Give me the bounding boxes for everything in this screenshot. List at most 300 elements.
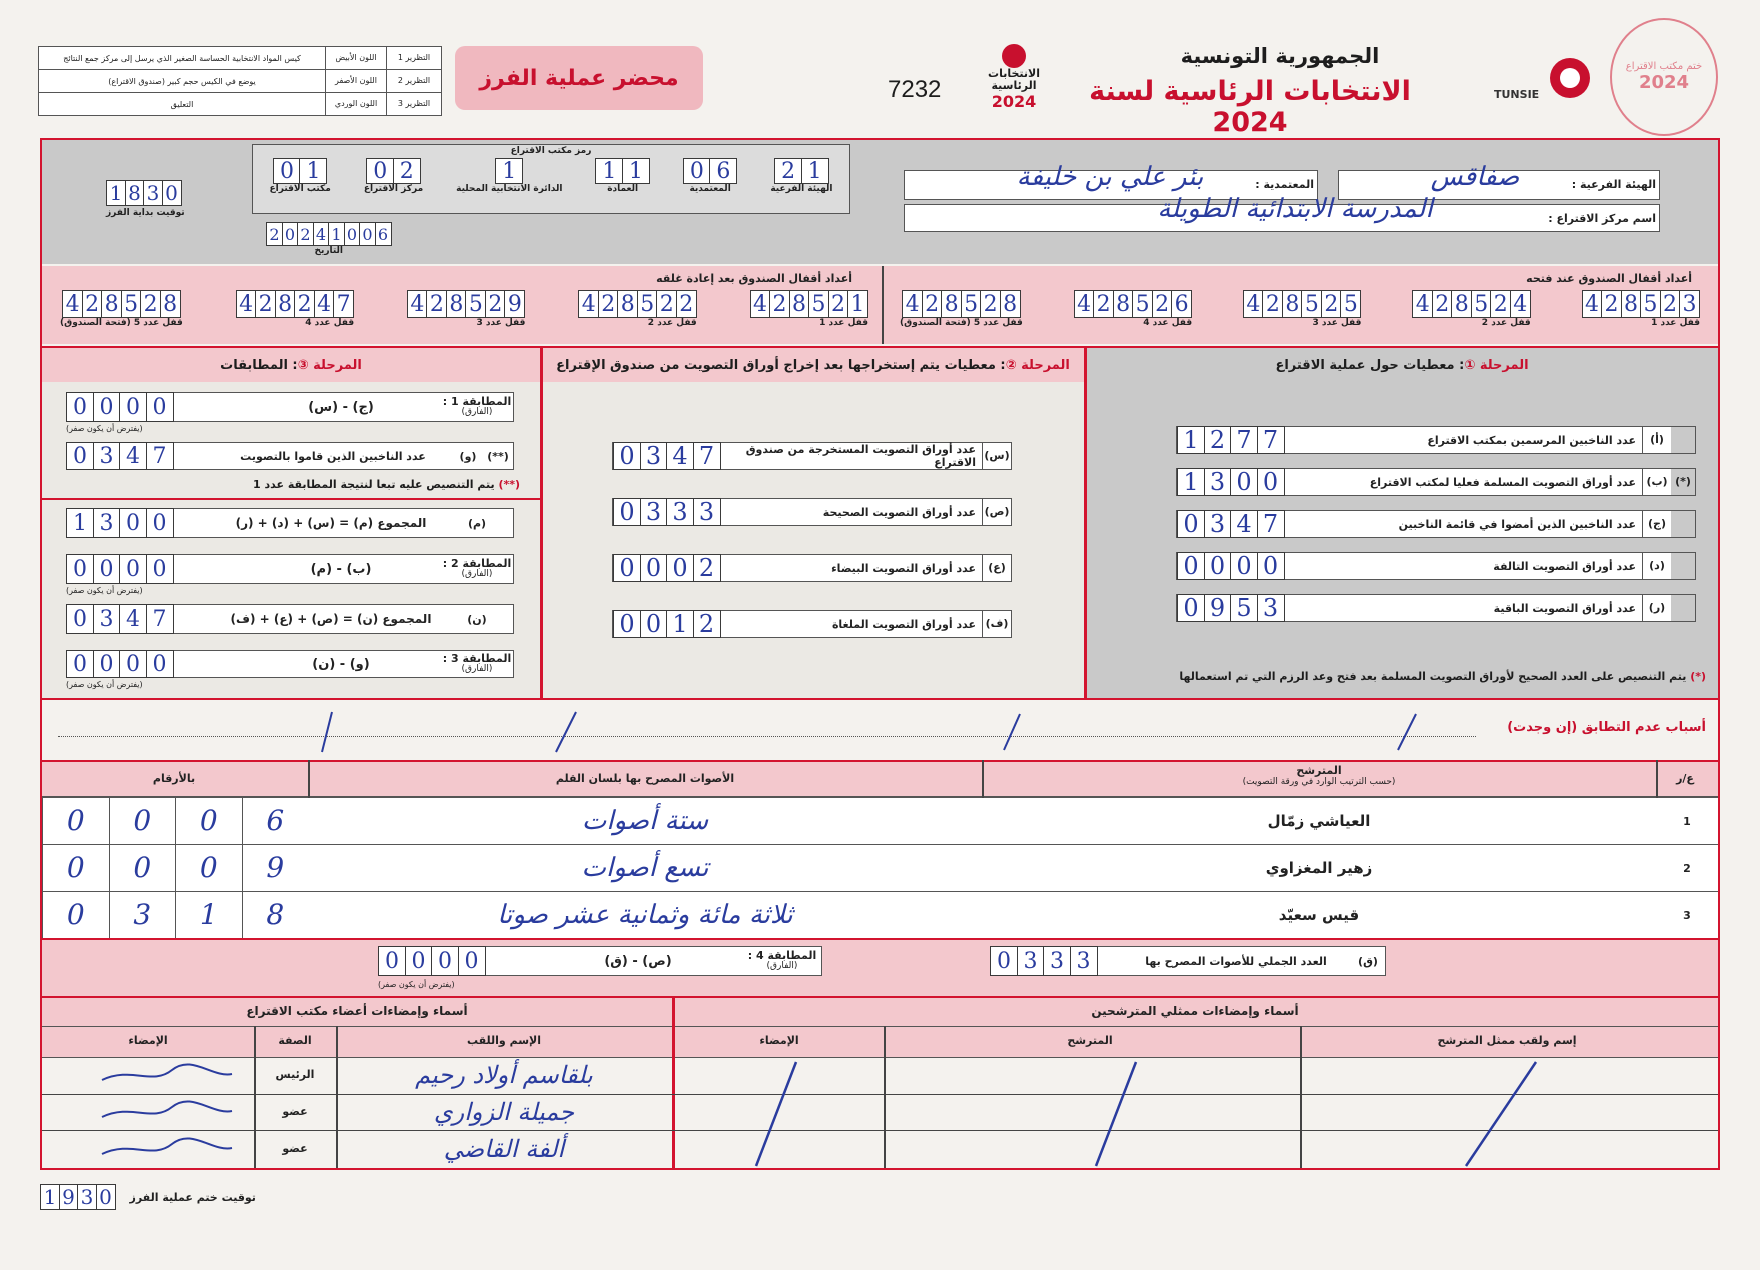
digit-box: 8 [101,290,122,318]
digit-box: 2 [656,290,677,318]
start-time [106,180,185,218]
digit-box: 4 [902,290,923,318]
stage2-rows [612,442,1012,666]
signature-col-header: إسم ولقب ممثل المترشح [1437,1034,1577,1047]
digit-box: 3 [93,442,121,470]
digit-box: 0 [119,508,147,538]
stage-row-digits [1177,552,1285,580]
stage-row-star [1671,553,1695,579]
match1-formula: (ج) - (س) [308,399,374,415]
signature-scribble [42,1093,254,1130]
office-code-box [252,144,850,214]
stage-row-digits [613,610,721,638]
candidate-name: العياشي زمّال [1267,812,1371,830]
mismatch-label: أسباب عدم التطابق (إن وجدت) [1507,720,1706,735]
start-time-label: توقيت بداية الفرز [106,208,185,218]
digit-box: 2 [1601,290,1622,318]
stage1-note [1100,670,1706,683]
lock-field [750,290,869,328]
signature-scribble [42,1056,254,1093]
vote-digit: 0 [42,892,109,938]
digit-box: 4 [236,290,257,318]
digit-box: 0 [93,392,121,422]
digit-box: 5 [121,290,142,318]
digit-box: 0 [146,508,174,538]
lock-digits [750,290,869,318]
digit-box: 4 [62,290,83,318]
stage1-header [1086,348,1718,382]
digit-box: 8 [1000,290,1021,318]
legend-desc: التعليق [170,99,194,109]
closing-locks [60,290,868,328]
republic-name: الجمهورية التونسية [1180,44,1380,68]
lock-field [1243,290,1362,328]
col-words: الأصوات المصرح بها بلسان القلم [555,772,735,785]
match4-sub: (الفارق) [766,961,798,971]
mismatch-strokes [58,702,1558,762]
cross-stroke [1398,714,1416,750]
digit-box: 5 [808,290,829,318]
result-no: 2 [1683,861,1691,875]
office-code-field [456,158,562,194]
result-no: 1 [1683,814,1691,828]
digit-box: 2 [1152,290,1173,318]
digit-box: 7 [1257,510,1285,538]
election-logo-year: 2024 [991,92,1037,111]
reps-columns [676,1034,1716,1047]
vote-digit: 0 [175,798,242,844]
digit-box: 3 [1043,946,1071,976]
col-no: ع/ر [1676,772,1694,785]
digit-box: 0 [344,222,361,246]
office-code-field [270,158,331,194]
digit-box: 0 [1230,552,1258,580]
minutes-title: محضر عملية الفرز [479,65,679,91]
stage1-note-text: يتم التنصيص على العدد الصحيح لأوراق التصويت المسلمة بعد فتح وعد الرزم التي تم استعمالها [1179,670,1687,683]
col-candidate-title: المترشح [1296,764,1342,777]
match3-boxes [66,650,174,678]
cross-stroke [756,1062,796,1166]
digit-box: 0 [640,610,668,638]
member-role: الرئيس [275,1068,315,1081]
digit-box: 0 [119,650,147,678]
lock-label: قفل عدد 2 [647,318,697,328]
stage3-divider [42,498,540,500]
stage-row-key: (ف) [982,611,1011,637]
result-row [42,798,1718,845]
legend-desc: يوضع في الكيس حجم كبير (صندوق الاقتراع) [108,76,256,86]
digit-box: 0 [119,554,147,584]
election-title: الانتخابات الرئاسية لسنة 2024 [1089,76,1411,138]
digit-box: 0 [96,1184,116,1210]
digit-box: 0 [66,442,94,470]
member-signature [42,1130,254,1167]
sum-m-label: المجموع (م) = (س) + (د) + (ر) [235,516,427,530]
digit-box: 0 [366,158,394,184]
digit-box: 0 [1177,510,1205,538]
digit-box: 8 [275,290,296,318]
digit-box: 5 [1230,594,1258,622]
signature-col-header: الصفة [278,1034,312,1047]
digit-box: 8 [617,290,638,318]
member-role: عضو [282,1105,308,1118]
voters-star: (**) [487,449,509,463]
digit-box: 8 [1113,290,1134,318]
vote-digit: 3 [109,892,176,938]
lock-label: قفل عدد 4 [305,318,355,328]
digit-box: 1 [847,290,868,318]
vote-digit: 0 [109,845,176,891]
digit-box: 3 [77,1184,97,1210]
digit-box: 0 [1177,594,1205,622]
lock-field [578,290,697,328]
envelope-legend [38,46,442,116]
digit-box: 0 [378,946,406,976]
digit-box: 0 [66,554,94,584]
match2-boxes [66,554,174,584]
legend-color: اللون الأبيض [325,47,386,69]
office-code-fields [253,158,849,194]
stage-row-label: عدد أوراق التصويت الباقية [1493,601,1636,615]
digit-box: 2 [693,554,721,582]
digit-box: 0 [613,498,641,526]
digit-box: 6 [375,222,392,246]
stage-row-key: (ع) [982,555,1011,581]
digit-box: 4 [1510,290,1531,318]
cross-stroke [1096,1062,1136,1166]
stage-row-key: (ص) [982,499,1011,525]
digit-box: 4 [313,222,330,246]
digit-box: 2 [1262,290,1283,318]
stage-row-label: عدد الناخبين الذين أمضوا في قائمة الناخبين [1398,517,1636,531]
digit-box: 0 [431,946,459,976]
lock-field [407,290,526,328]
member-rows [42,1056,672,1167]
digit-box: 3 [1204,510,1232,538]
digit-box: 5 [637,290,658,318]
digit-box: 2 [297,222,314,246]
vote-digit: 0 [109,798,176,844]
lock-digits [1412,290,1531,318]
digit-box: 3 [1017,946,1045,976]
office-code-field [683,158,738,194]
digit-box: 2 [980,290,1001,318]
digit-box: 1 [595,158,623,184]
date-boxes [266,222,392,246]
stage-row [612,554,1012,582]
digit-box: 0 [613,442,641,470]
digit-box: 4 [666,442,694,470]
office-code-field-label: مركز الاقتراع [363,184,424,194]
stage-row-key: (أ) [1642,427,1671,453]
stage-row-key: (ب) [1642,469,1671,495]
digit-box: 3 [1679,290,1700,318]
lock-digits [407,290,526,318]
stage-row-digits [613,554,721,582]
voters-label: عدد الناخبين الذين قاموا بالتصويت [240,449,426,463]
lock-label: قفل عدد 2 [1481,318,1531,328]
digit-box: 2 [1321,290,1342,318]
digit-box: 8 [125,180,145,206]
digit-box: 0 [613,554,641,582]
match2-formula: (ب) - (م) [310,561,372,577]
match4-formula: (ص) - (ق) [604,953,672,969]
stage-row [1176,510,1696,538]
digit-box: 2 [294,290,315,318]
digit-box: 4 [314,290,335,318]
stage-row-star: (*) [1671,469,1695,495]
legend-label: التظرير 1 [386,47,441,69]
digit-box: 0 [613,610,641,638]
result-rows [42,798,1718,939]
digit-box: 4 [1074,290,1095,318]
match3-sub: (الفارق) [461,664,493,674]
member-signature [42,1093,254,1130]
lock-digits [578,290,697,318]
stage-row-label: عدد أوراق التصويت المسلمة فعليا لمكتب الاقتراع [1369,475,1636,489]
digit-box: 6 [709,158,737,184]
digit-box: 7 [1230,426,1258,454]
office-code-digits [683,158,738,184]
digit-box: 3 [640,442,668,470]
cross-stroke [1004,714,1020,750]
office-columns [42,1034,672,1047]
digit-box: 7 [693,442,721,470]
digit-box: 0 [359,222,376,246]
votes-in-words: ستة أصوات [581,806,709,836]
candidate-name: قيس سعيّد [1278,906,1360,924]
stage-row [1176,468,1696,496]
digit-box: 1 [801,158,829,184]
digit-box: 1 [622,158,650,184]
end-time [40,1184,256,1210]
votes-in-digits [42,798,308,844]
digit-box: 7 [1257,426,1285,454]
digit-box: 0 [1177,552,1205,580]
member-name: جميلة الزواري [433,1097,575,1126]
votes-in-words: ثلاثة مائة وثمانية عشر صوتا [497,900,793,930]
digit-box: 8 [789,290,810,318]
digit-box: 0 [282,222,299,246]
election-logo-icon [1002,44,1026,68]
digit-box: 3 [640,498,668,526]
lock-field [60,290,183,328]
digit-box: 2 [255,290,276,318]
digit-box: 0 [458,946,486,976]
digit-box: 5 [1340,290,1361,318]
stage-row-digits [1177,468,1285,496]
stage-row-star [1671,511,1695,537]
match1-label: المطابقة 1 : [442,395,512,408]
lock-label: قفل عدد 3 [476,318,526,328]
election-logo [982,44,1046,122]
col-candidate-sub: (حسب الترتيب الوارد في ورقة التصويت) [1242,777,1396,787]
result-row [42,892,1718,939]
cross-stroke [1466,1062,1536,1166]
voters-note [100,478,520,491]
digit-box: 0 [640,554,668,582]
signature-scribble [42,1130,254,1167]
stage-row-key: (ج) [1642,511,1671,537]
stage1-title: : معطيات حول عملية الاقتراع [1275,357,1465,373]
member-role: عضو [282,1142,308,1155]
candidate-name: زهير المغزاوي [1265,859,1373,877]
digit-box: 5 [1640,290,1661,318]
member-row [42,1130,672,1167]
office-code-field [364,158,423,194]
voters-note-star: (**) [498,478,520,491]
stage1-note-star: (*) [1690,670,1706,683]
match4-boxes [378,946,486,976]
digit-box: 1 [40,1184,60,1210]
sum-n-label: المجموع (ن) = (ص) + (ع) + (ف) [230,612,432,626]
match2-label: المطابقة 2 : [442,557,512,570]
digit-box: 8 [446,290,467,318]
digit-box: 2 [1490,290,1511,318]
signature-col-header: الإمضاء [128,1034,168,1047]
digit-box: 2 [769,290,790,318]
stage-row [612,442,1012,470]
start-time-boxes [106,180,185,206]
lock-field [1412,290,1531,328]
digit-box: 2 [266,222,283,246]
voters-key: (و) [459,449,477,463]
delegation-value: بئر علي بن خليفة [1016,162,1204,192]
vote-digit: 8 [242,892,309,938]
digit-box: 0 [146,392,174,422]
match3-zero-note: (يفترض أن يكون صفر) [66,680,143,689]
office-code-field-label: مكتب الاقتراع [269,184,331,194]
digit-box: 0 [162,180,182,206]
reps-cross-strokes [676,1058,1716,1168]
votes-in-digits [42,845,308,891]
stage1-prefix: المرحلة ① [1464,357,1529,373]
digit-box: 4 [119,442,147,470]
legend-row [39,47,441,70]
vote-digit: 0 [175,845,242,891]
digit-box: 4 [1582,290,1603,318]
stage1-rows [1176,426,1696,636]
signature-col-header: الإسم واللقب [466,1034,542,1047]
result-no: 3 [1683,908,1691,922]
flag-icon [1550,58,1590,98]
digit-box: 2 [393,158,421,184]
digit-box: 5 [1132,290,1153,318]
stage2-header [542,348,1084,382]
lock-label: قفل عدد 3 [1312,318,1362,328]
digit-box: 2 [598,290,619,318]
end-time-label: توقيت ختم عملية الفرز [129,1190,256,1204]
office-code-field [595,158,650,194]
votes-in-words: تسع أصوات [581,853,709,883]
digit-box: 0 [1230,468,1258,496]
stage3-header [42,348,540,382]
stage-row-digits [613,442,721,470]
lock-digits [1074,290,1193,318]
digit-box: 2 [774,158,802,184]
stage-row-label: عدد أوراق التصويت الملغاة [831,617,976,631]
digit-box: 0 [146,650,174,678]
opening-locks [900,290,1700,328]
stage-row [612,610,1012,638]
digit-box: 4 [578,290,599,318]
digit-box: 1 [66,508,94,538]
office-code-digits [456,158,562,184]
digit-box: 2 [1093,290,1114,318]
stage-row-digits [613,498,721,526]
digit-box: 1 [1177,468,1205,496]
sum-n-boxes [66,604,174,634]
col-digits: بالأرقام [152,772,196,785]
digit-box: 4 [1230,510,1258,538]
signature-col-header: الإمضاء [759,1034,799,1047]
lock-digits [1243,290,1362,318]
stage-row-star [1671,427,1695,453]
vote-digit: 0 [42,798,109,844]
office-code-digits [364,158,423,184]
stage-row-label: عدد أوراق التصويت الصحيحة [822,505,976,519]
stage-row [612,498,1012,526]
lock-field [236,290,355,328]
digit-box: 9 [1204,594,1232,622]
office-title: أسماء وإمضاءات أعضاء مكتب الاقتراع [246,1004,468,1018]
office-code-field-label: العمادة [607,184,639,194]
match3-label: المطابقة 3 : [442,652,512,665]
digit-box: 7 [146,442,174,470]
office-code-field-label: المعتمدية [689,184,731,194]
legend-color: اللون الوردي [325,93,386,115]
stage-row-key: (س) [982,443,1011,469]
legend-row [39,70,441,93]
legend-row [39,93,441,115]
digit-box: 2 [1660,290,1681,318]
digit-box: 0 [683,158,711,184]
date-field [266,222,392,256]
total-label: العدد الجملي للأصوات المصرح بها [1145,954,1327,968]
digit-box: 5 [465,290,486,318]
date-label: التاريخ [314,246,344,256]
digit-box: 5 [961,290,982,318]
digit-box: 0 [66,650,94,678]
office-code-digits [270,158,331,184]
digit-box: 8 [1621,290,1642,318]
digit-box: 1 [106,180,126,206]
votes-in-digits [42,892,308,938]
vote-digit: 6 [242,798,309,844]
digit-box: 0 [146,554,174,584]
digit-box: 6 [1171,290,1192,318]
match1-sub: (الفارق) [461,407,493,417]
delegation-label: المعتمدية : [1226,178,1314,191]
stage-row-label: عدد الناخبين المرسمين بمكتب الاقتراع [1427,433,1636,447]
stage-row-key: (ر) [1642,595,1671,621]
minutes-title-badge [455,46,703,110]
total-boxes [990,946,1098,976]
stage-row [1176,594,1696,622]
election-logo-text: الانتخابات الرئاسية [988,67,1040,92]
digit-box: 8 [1451,290,1472,318]
digit-box: 9 [504,290,525,318]
digit-box: 3 [93,508,121,538]
office-code-title: رمز مكتب الاقتراع [510,146,592,156]
digit-box: 0 [666,554,694,582]
lock-label: قفل عدد 5 (فتحة الصندوق) [900,318,1023,328]
lock-digits [236,290,355,318]
digit-box: 2 [922,290,943,318]
lock-label: قفل عدد 1 [1651,318,1700,328]
end-time-boxes [40,1184,116,1210]
digit-box: 2 [828,290,849,318]
